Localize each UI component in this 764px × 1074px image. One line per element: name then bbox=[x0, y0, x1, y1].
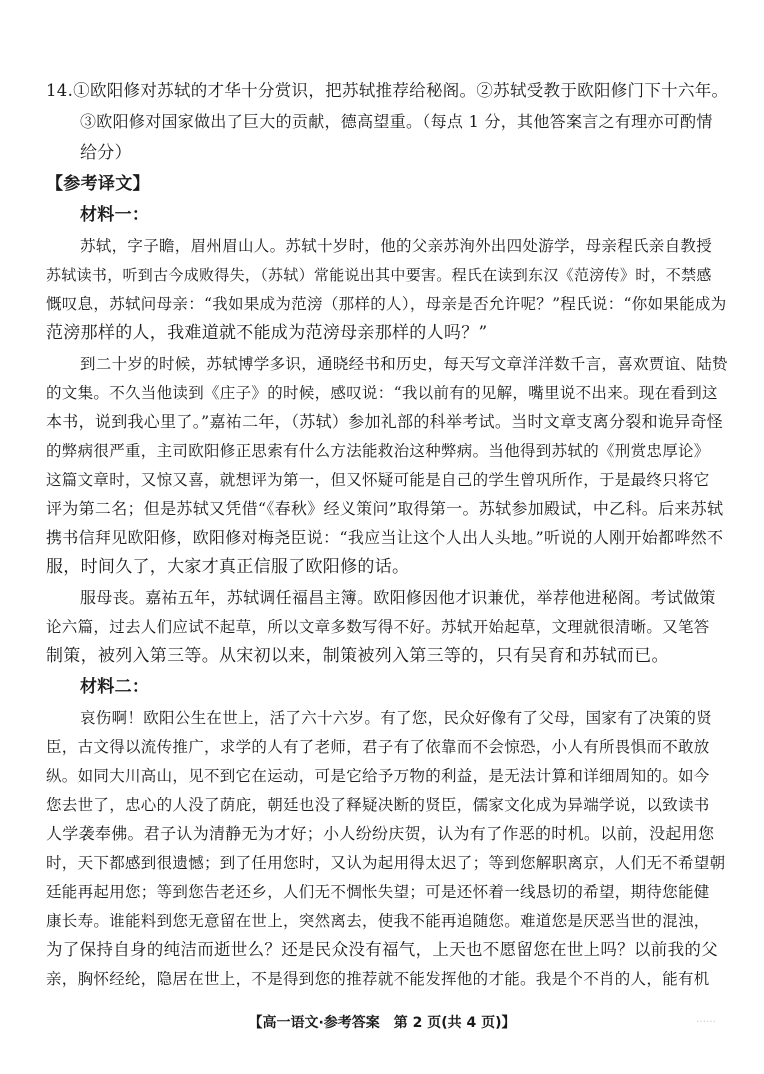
material-2-title: 材料二： bbox=[80, 677, 150, 697]
m1-p1-line-3: 慨叹息，苏轼问母亲：“我如果成为范滂（那样的人），母亲是否允许呢？”程氏说：“你如果能成为 bbox=[46, 295, 727, 313]
answer-14-line-3: 给分） bbox=[80, 143, 132, 163]
corner-mark: …… bbox=[696, 1014, 716, 1025]
m1-p2-line-3: 本书，说到我心里了。”嘉祐二年，（苏轼）参加礼部的科举考试。当时文章支离分裂和诡异奇怪 bbox=[46, 412, 724, 431]
material-1-title: 材料一： bbox=[80, 205, 150, 225]
m2-p1-line-3: 纵。如同大川高山，见不到它在运动，可是它给予万物的利益，是无法计算和详细周知的。如今 bbox=[46, 767, 710, 785]
m1-p1-line-2: 苏轼读书，听到古今成败得失，（苏轼）常能说出其中要害。程氏在读到东汉《范滂传》时，不禁感 bbox=[46, 266, 712, 284]
m1-p2-line-8: 服，时间久了，大家才真正信服了欧阳修的话。 bbox=[46, 557, 410, 577]
m1-p3-line-1: 服母丧。嘉祐五年，苏轼调任福昌主簿。欧阳修因他才识兼优，举荐他进秘阁。考试做策 bbox=[80, 588, 716, 607]
answer-14-line-1: 14.①欧阳修对苏轼的才华十分赏识，把苏轼推荐给秘阁。②苏轼受教于欧阳修门下十六年。 bbox=[46, 81, 729, 100]
m1-p3-line-3: 制策，被列入第三等。从宋初以来，制策被列入第三等的，只有吴育和苏轼而已。 bbox=[46, 646, 669, 666]
m1-p3-line-2: 论六篇，过去人们应试不起草，所以文章多数写得不好。苏轼开始起草，文理就很清晰。又笔答 bbox=[46, 618, 710, 636]
m2-p1-line-5: 人学袭奉佛。君子认为清静无为才好；小人纷纷庆贺，认为有了作恶的时机。以前，没起用您 bbox=[46, 824, 715, 843]
m1-p2-line-2: 的文集。不久当他读到《庄子》的时候，感叹说：“我以前有的见解，嘴里说不出来。现在看到这 bbox=[46, 384, 718, 402]
m1-p2-line-4: 的弊病很严重，主司欧阳修正思索有什么方法能救治这种弊病。当他得到苏轼的《刑赏忠厚论》 bbox=[46, 442, 710, 460]
m1-p1-line-4: 范滂那样的人，我难道就不能成为范滂母亲那样的人吗？” bbox=[46, 323, 488, 343]
m2-p1-line-1: 哀伤啊！欧阳公生在世上，活了六十六岁。有了您，民众好像有了父母，国家有了决策的贤 bbox=[80, 709, 713, 727]
m1-p1-line-1: 苏轼，字子瞻，眉州眉山人。苏轼十岁时，他的父亲苏洵外出四处游学，母亲程氏亲自教授 bbox=[80, 237, 713, 255]
m2-p1-line-2: 臣，古文得以流传推广，求学的人有了老师，君子有了依靠而不会惊恐，小人有所畏惧而不敢放 bbox=[46, 738, 710, 756]
m2-p1-line-4: 您去世了，忠心的人没了荫庇，朝廷也没了释疑决断的贤臣，儒家文化成为异端学说，以致读书 bbox=[46, 796, 710, 814]
m2-p1-line-10: 亲，胸怀经纶，隐居在世上，不是得到您的推荐就不能发挥他的才能。我是个不肖的人，能有机 bbox=[46, 970, 710, 988]
m1-p2-line-6: 评为第二名；但是苏轼又凭借“《春秋》经义策问”取得第一。苏轼参加殿试，中乙科。后来苏轼 bbox=[46, 499, 724, 518]
m2-p1-line-7: 廷能再起用您；等到您告老还乡，人们无不惆怅失望；可是还怀着一线恳切的希望，期待您能健 bbox=[46, 883, 710, 901]
m2-p1-line-6: 时，天下都感到很遗憾；到了任用您时，又认为起用得太迟了；等到您解职离京，人们无不希望朝 bbox=[46, 854, 726, 872]
m1-p2-line-7: 携书信拜见欧阳修，欧阳修对梅尧臣说：“我应当让这个人出人头地。”听说的人刚开始都哗然不 bbox=[46, 528, 724, 547]
m1-p2-line-5: 这篇文章时，又惊又喜，就想评为第一，但又怀疑可能是自己的学生曾巩所作，于是最终只将它 bbox=[46, 471, 710, 489]
answer-14-line-2: ③欧阳修对国家做出了巨大的贡献，德高望重。（每点 1 分，其他答案言之有理亦可酌情 bbox=[80, 112, 713, 131]
m2-p1-line-8: 康长寿。谁能料到您无意留在世上，突然离去，使我不能再追随您。难道您是厌恶当世的混浊， bbox=[46, 912, 710, 930]
m1-p2-line-1: 到二十岁的时候，苏轼博学多识，通晓经书和历史，每天写文章洋洋数千言，喜欢贾谊、陆贽 bbox=[80, 355, 728, 373]
m2-p1-line-9: 为了保持自身的纯洁而逝世么？还是民众没有福气，上天也不愿留您在世上吗？以前我的父 bbox=[46, 940, 718, 959]
page-footer: 【高一语文·参考答案 第 2 页(共 4 页)】 bbox=[248, 1015, 516, 1031]
section-title: 【参考译文】 bbox=[46, 174, 150, 194]
